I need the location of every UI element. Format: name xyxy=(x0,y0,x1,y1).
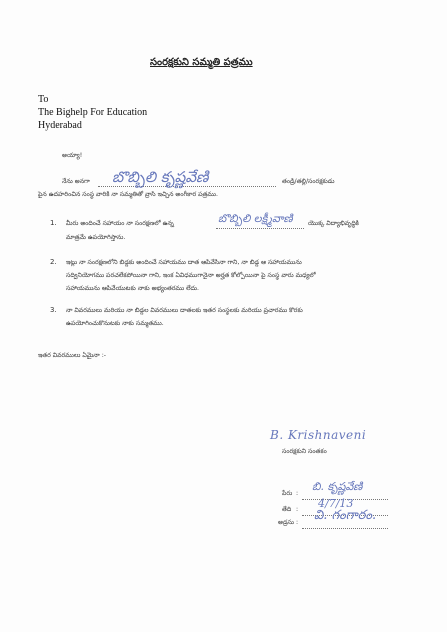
field-name-label: పేరు xyxy=(282,490,293,497)
consent-letter-page: సంరక్షకుని సమ్మతి పత్రము To The Bighelp For Education Hyderabad అయ్యా! నేను అనగా బొబ్బిలి కృష్ణవేణి తండ్రి/తల్లి/సంరక్షకుడు పైన ఉదహరించిన సంస్థ వారికి నా సమ్మతితో వ్రాసి ఇచ్చిన అంగీకార పత్రము. 1. మీరు అందించే సహాయం నా సంరక్షణలో ఉన్న బొబ్బిలి లక్ష్మీవాణి యొక్క విద్యాభివృద్ధికి మాత్రమే ఉపయోగిస్తాను. 2. ఇట్లు నా సంరక్షణలోని బిడ్డకు అందించే సహాయము దాత ఆపివేసినా గాని, నా బిడ్డ ఆ సహాయమును సద్వినియోగము పరచలేకపోయినా గాని, ఇంక ఏవిధముగానైనా అర్హత కోల్పోయినా పై సంస్థ వారు మధ్యలో సహాయమును ఆపివేయుటకు నాకు అభ్యంతరము లేదు. 3. నా వివరములు మరియు నా బిడ్డల వివరములు దాతలకు ఇతర సంస్థలకు మరియు ప్రచారము కొరకు ఉపయోగించుకొనుటకు నాకు సమ్మతము. ఇతర వివరములు ఏమైనా :- B. Krishnaveni సంరక్షకుని సంతకం పేరు : బి. కృష్ణవేణి తేది : 4/7/13 అడ్రసు : వి. గంగారం. xyxy=(0,0,447,632)
line1-suffix: తండ్రి/తల్లి/సంరక్షకుడు xyxy=(282,178,335,185)
handwritten-signature: B. Krishnaveni xyxy=(270,428,367,442)
field-date-label: తేది xyxy=(282,506,292,513)
point-3-line-a: నా వివరములు మరియు నా బిడ్డల వివరములు దాతలకు ఇతర సంస్థలకు మరియు ప్రచారము కొరకు xyxy=(66,307,303,314)
field-address-label: అడ్రసు xyxy=(278,519,295,526)
point-1-number: 1. xyxy=(50,219,57,227)
child-name-dotted-line xyxy=(216,228,304,229)
field-date-value: 4/7/13 xyxy=(318,497,354,510)
point-1-line-b: మాత్రమే ఉపయోగిస్తాను. xyxy=(66,234,126,241)
point-2-line-c: సహాయమును ఆపివేయుటకు నాకు అభ్యంతరము లేదు. xyxy=(66,285,199,292)
page-title: సంరక్షకుని సమ్మతి పత్రము xyxy=(150,57,253,68)
address-org: The Bighelp For Education xyxy=(38,107,148,118)
field-address-line xyxy=(302,528,388,529)
point-1-line-a-suffix: యొక్క విద్యాభివృద్ధికి xyxy=(308,220,359,227)
address-to: To xyxy=(38,94,49,105)
other-details-label: ఇతర వివరములు ఏమైనా :- xyxy=(38,352,107,359)
point-3-line-b: ఉపయోగించుకొనుటకు నాకు సమ్మతము. xyxy=(66,320,164,327)
point-2-line-a: ఇట్లు నా సంరక్షణలోని బిడ్డకు అందించే సహాయము దాత ఆపివేసినా గాని, నా బిడ్డ ఆ సహాయమును xyxy=(66,259,302,266)
point-2-line-b: సద్వినియోగము పరచలేకపోయినా గాని, ఇంక ఏవిధముగానైనా అర్హత కోల్పోయినా పై సంస్థ వారు మధ్యలో xyxy=(66,272,316,279)
point-1-line-a-prefix: మీరు అందించే సహాయం నా సంరక్షణలో ఉన్న xyxy=(66,220,174,227)
salutation: అయ్యా! xyxy=(62,152,83,159)
point-2-number: 2. xyxy=(50,258,57,266)
field-address-value: వి. గంగారం. xyxy=(314,508,377,523)
field-name-value: బి. కృష్ణవేణి xyxy=(312,480,363,493)
address-city: Hyderabad xyxy=(38,120,82,131)
line1-prefix: నేను అనగా xyxy=(62,178,90,185)
handwritten-guardian-name: బొబ్బిలి కృష్ణవేణి xyxy=(112,168,209,186)
signature-label: సంరక్షకుని సంతకం xyxy=(282,448,327,455)
point-3-number: 3. xyxy=(50,306,57,314)
handwritten-child-name: బొబ్బిలి లక్ష్మీవాణి xyxy=(218,212,293,225)
line2: పైన ఉదహరించిన సంస్థ వారికి నా సమ్మతితో వ్రాసి ఇచ్చిన అంగీకార పత్రము. xyxy=(38,191,218,198)
